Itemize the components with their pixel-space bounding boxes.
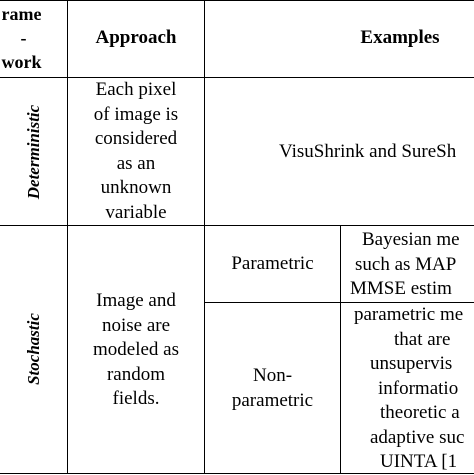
deterministic-approach-line: considered [94,128,178,149]
stochastic-approach-line: modeled as [92,339,179,360]
nonparametric-label-line: Non- [252,365,293,386]
nonparametric-example-line: UINTA [1 [380,451,458,472]
stochastic-approach-line: noise are [101,314,171,336]
stochastic-label: Stochastic [24,313,43,385]
stochastic-approach [68,289,204,412]
deterministic-approach [68,78,204,225]
deterministic-approach-line: variable [105,201,167,223]
nonparametric-example-line: parametric me [354,304,464,325]
stochastic-approach-line: random [106,363,166,385]
stochastic-approach-line: fields. [112,388,160,409]
nonparametric-example-line: adaptive suc [370,426,465,448]
header-framework-line: work [1,52,42,72]
header-framework-line: - [20,28,27,48]
header-approach: Approach [95,27,177,48]
nonparametric-example-line: theoretic a [380,402,460,423]
parametric-example-line: MMSE estim [350,278,452,299]
nonparametric-example-line: informatio [378,377,459,399]
deterministic-approach-line: Each pixel [95,79,177,100]
rule-col3 [340,225,341,474]
nonparametric-example-line: unsupervis [370,353,453,374]
deterministic-label: Deterministic [24,104,43,200]
nonparametric-example [354,303,474,475]
header-examples: Examples [360,27,440,48]
nonparametric-label-line: parametric [231,389,314,411]
rule-deterministic-bottom [0,225,474,226]
nonparametric-label [205,364,340,413]
header-framework [0,2,67,77]
deterministic-approach-line: of image is [93,103,179,125]
parametric-example-line: such as MAP [355,253,457,275]
deterministic-approach-line: unknown [100,177,172,198]
parametric-label: Parametric [231,253,314,274]
parametric-example [350,228,474,302]
stochastic-approach-line: Image and [96,290,176,311]
parametric-example-line: Bayesian me [362,229,460,250]
header-framework-line: rame [1,4,42,24]
deterministic-approach-line: as an [116,152,156,174]
rule-top [0,0,474,1]
deterministic-example: VisuShrink and SureSh [279,141,457,162]
nonparametric-example-line: that are [394,328,451,350]
